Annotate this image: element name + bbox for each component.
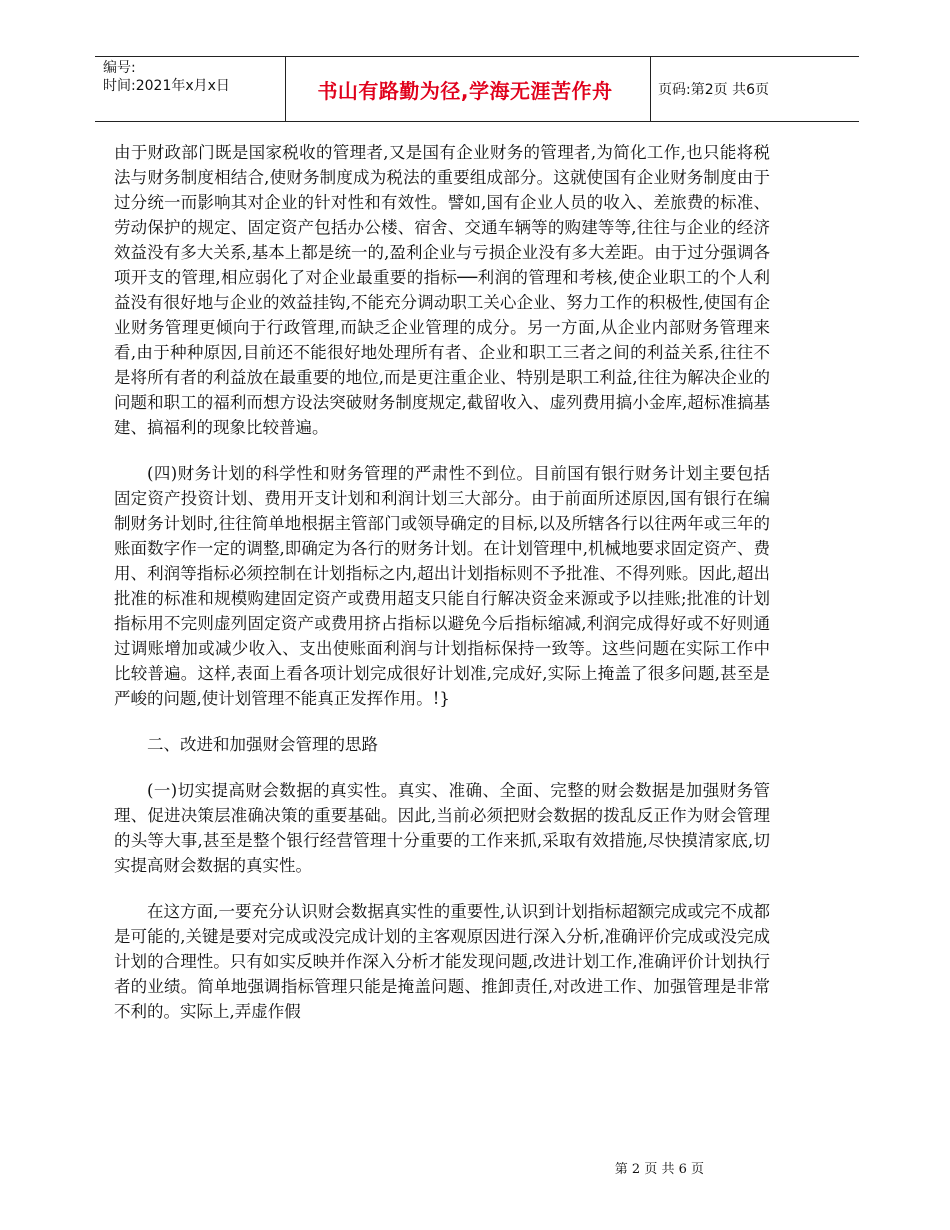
serial-label: 编号: (103, 60, 136, 76)
page-footer: 第 2 页 共 6 页 (614, 1162, 704, 1177)
body-paragraph: 由于财政部门既是国家税收的管理者,又是国有企业财务的管理者,为简化工作,也只能将税法与财务制度相结合,使财务制度成为税法的重要组成部分。这就使国有企业财务制度由于过分统一而影响其对企业的针对性和有效性。譬如,国有企业人员的收入、差旅费的标准、劳动保护的规定、固定资产包括办公楼、宿舍、交通车辆等的购建等等,往往与企业的经济效益没有多大关系,基本上都是统一的,盈利企业与亏损企业没有多大差距。由于过分强调各项开支的管理,相应弱化了对企业最重要的指标──利润的管理和考核,使企业职工的个人利益没有很好地与企业的效益挂钩,不能充分调动职工关心企业、努力工作的积极性,使国有企业财务管理更倾向于行政管理,而缺乏企业管理的成分。另一方面,从企业内部财务管理来看,由于种种原因,目前还不能很好地处理所有者、企业和职工三者之间的利益关系,往往不是将所有者的利益放在最重要的地位,而是更注重企业、特别是职工利益,往往为解决企业的问题和职工的福利而想方设法突破财务制度规定,截留收入、虚列费用搞小金库,超标准搞基建、搞福利的现象比较普遍。 (114, 143, 770, 437)
section-heading: 二、改进和加强财会管理的思路 (147, 735, 378, 754)
header-divider (650, 57, 651, 121)
time-label: 时间:2021年x月x日 (103, 78, 230, 94)
body-paragraph: (四)财务计划的科学性和财务管理的严肃性不到位。目前国有银行财务计划主要包括固定资产投资计划、费用开支计划和利润计划三大部分。由于前面所述原因,国有银行在编制财务计划时,往往简单地根据主管部门或领导确定的目标,以及所辖各行以往两年或三年的账面数字作一定的调整,即确定为各行的财务计划。在计划管理中,机械地要求固定资产、费用、利润等指标必须控制在计划指标之内,超出计划指标则不予批准、不得列账。因此,超出批准的标准和规模购建固定资产或费用超支只能自行解决资金来源或予以挂账;批准的计划指标用不完则虚列固定资产或费用挤占指标以避免今后指标缩减,利润完成得好或不好则通过调账增加或减少收入、支出使账面利润与计划指标保持一致等。这些问题在实际工作中比较普遍。这样,表面上看各项计划完成很好计划准,完成好,实际上掩盖了很多问题,甚至是严峻的问题,使计划管理不能真正发挥作用。!} (114, 464, 770, 708)
document-body (114, 140, 770, 1045)
body-paragraph: 在这方面,一要充分认识财会数据真实性的重要性,认识到计划指标超额完成或完不成都是可能的,关键是要对完成或没完成计划的主客观原因进行深入分析,准确评价完成或没完成计划的合理性。只有如实反映并作深入分析才能发现问题,改进计划工作,准确评价计划执行者的业绩。简单地强调指标管理只能是掩盖问题、推卸责任,对改进工作、加强管理是非常不利的。实际上,弄虚作假 (114, 902, 770, 1021)
header-meta (103, 59, 283, 95)
header-motto: 书山有路勤为径,学海无涯苦作舟 (317, 79, 613, 103)
page-header (95, 56, 859, 122)
body-paragraph: (一)切实提高财会数据的真实性。真实、准确、全面、完整的财会数据是加强财务管理、促进决策层准确决策的重要基础。因此,当前必须把财会数据的拨乱反正作为财会管理的头等大事,甚至是整个银行经营管理十分重要的工作来抓,采取有效措施,尽快摸清家底,切实提高财会数据的真实性。 (114, 781, 770, 875)
header-page-number: 页码:第2页 共6页 (658, 82, 769, 98)
